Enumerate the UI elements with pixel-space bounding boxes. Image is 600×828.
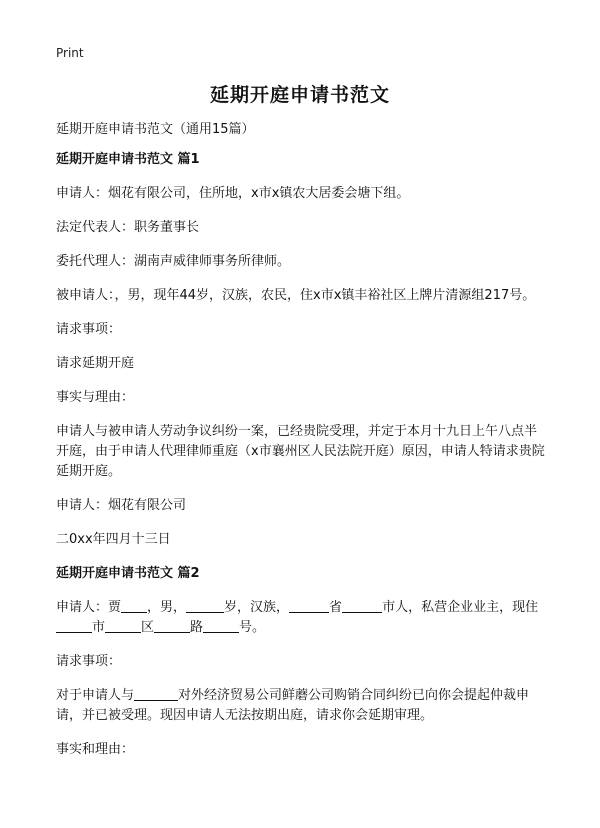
section2-request-text: 对于申请人与 xyxy=(56,688,135,703)
section2-applicant-text: 省 xyxy=(329,600,343,615)
section2-reason-label: 事实和理由： xyxy=(56,742,135,757)
section1-respondent: 被申请人：，男，现年44岁，汉族，农民，住x市x镇丰裕社区上牌片清源组217号。 xyxy=(56,288,536,303)
section2-request xyxy=(56,686,546,726)
document-title: 延期开庭申请书范文 xyxy=(209,84,390,106)
print-label[interactable]: Print xyxy=(56,46,84,60)
section2-applicant-text: 号。 xyxy=(239,620,266,635)
section1-reason: 申请人与被申请人劳动争议纠纷一案，已经贵院受理，并定于本月十九日上午八点半开庭，由于申请人代理律师重庭（x市襄州区人民法院开庭）原因，申请人特请求贵院延期开庭。 xyxy=(56,424,545,479)
section1-legal-rep: 法定代表人：职务董事长 xyxy=(56,220,200,235)
section2-applicant-text: 申请人：贾 xyxy=(56,600,122,615)
section2-applicant-text: 市 xyxy=(92,620,106,635)
section2-applicant-text: 路 xyxy=(190,620,204,635)
blank-city xyxy=(342,598,382,613)
section2-applicant-text: ，男， xyxy=(147,600,187,615)
section2-applicant xyxy=(56,598,546,638)
section2-request-label: 请求事项： xyxy=(56,654,122,669)
section2-heading: 延期开庭申请书范文 篇2 xyxy=(56,566,200,581)
blank-number xyxy=(203,618,239,633)
section1-date: 二0xx年四月十三日 xyxy=(56,532,171,547)
section2-applicant-text: 市人，私营企业业主，现住 xyxy=(382,600,539,615)
document-body xyxy=(56,120,546,760)
section1-signature: 申请人：烟花有限公司 xyxy=(56,498,187,513)
section1-request: 请求延期开庭 xyxy=(56,356,135,371)
section2-applicant-text: 区 xyxy=(141,620,155,635)
blank-age xyxy=(186,598,224,613)
blank-surname xyxy=(121,598,147,613)
blank-province xyxy=(289,598,329,613)
section1-agent: 委托代理人：湖南声威律师事务所律师。 xyxy=(56,254,291,269)
blank-city xyxy=(56,618,92,633)
section1-request-label: 请求事项： xyxy=(56,322,122,337)
blank-party xyxy=(134,686,178,701)
intro-line: 延期开庭申请书范文（通用15篇） xyxy=(56,122,255,137)
section2-request-text: 对外经济贸易公司鲜蘑公司购销合同纠纷已向你会提起仲裁申请，并已被受理。现因申请人无法按期出庭，请求你会延期审理。 xyxy=(56,688,530,723)
section1-applicant: 申请人：烟花有限公司，住所地，x市x镇农大居委会塘下组。 xyxy=(56,186,410,201)
blank-road xyxy=(154,618,190,633)
section2-applicant-text: 岁，汉族， xyxy=(224,600,290,615)
blank-district xyxy=(105,618,141,633)
section1-heading: 延期开庭申请书范文 篇1 xyxy=(56,152,200,167)
section1-reason-label: 事实与理由： xyxy=(56,390,135,405)
